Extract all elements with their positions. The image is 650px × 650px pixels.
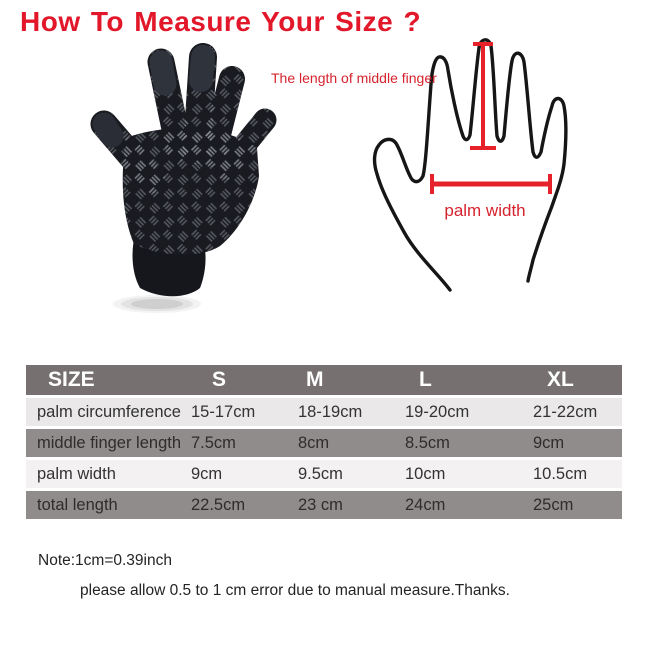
header-cell-m: M: [306, 368, 324, 391]
row-label: palm circumference: [37, 402, 181, 421]
header-cell-s: S: [212, 368, 227, 391]
cell-value: 21-22cm: [533, 402, 598, 421]
palm-width-label: palm width: [444, 201, 526, 220]
table-row: [26, 491, 622, 519]
cell-value: 9.5cm: [298, 464, 343, 483]
middle-finger-length-label: The length of middle finger: [271, 70, 437, 86]
cell-value: 15-17cm: [191, 402, 256, 421]
table-row: [26, 398, 622, 426]
table-row: [26, 429, 622, 457]
header-cell-l: L: [419, 368, 432, 391]
cell-value: 9cm: [533, 433, 565, 452]
row-label: palm width: [37, 464, 116, 483]
header-cell-xl: XL: [547, 368, 574, 391]
row-label: middle finger length: [37, 433, 182, 452]
cell-value: 7.5cm: [191, 433, 236, 452]
note-line1: Note:1cm=0.39inch: [38, 552, 172, 569]
cell-value: 9cm: [191, 464, 223, 483]
cell-value: 19-20cm: [405, 402, 470, 421]
cell-value: 24cm: [405, 495, 446, 514]
cell-value: 10cm: [405, 464, 446, 483]
table-row: [26, 460, 622, 488]
cell-value: 25cm: [533, 495, 574, 514]
page-title: How To Measure Your Size ?: [20, 6, 422, 37]
cell-value: 8.5cm: [405, 433, 450, 452]
cell-value: 8cm: [298, 433, 330, 452]
note-line2: please allow 0.5 to 1 cm error due to manual measure.Thanks.: [80, 582, 510, 599]
cell-value: 10.5cm: [533, 464, 588, 483]
cell-value: 23 cm: [298, 495, 343, 514]
glove-grip-pattern: [104, 57, 265, 255]
header-cell-size: SIZE: [48, 368, 95, 391]
glove-shadow: [113, 295, 201, 313]
row-label: total length: [37, 495, 118, 514]
table-header-row: [26, 365, 622, 395]
cell-value: 22.5cm: [191, 495, 246, 514]
cell-value: 18-19cm: [298, 402, 363, 421]
size-table: [26, 365, 622, 522]
